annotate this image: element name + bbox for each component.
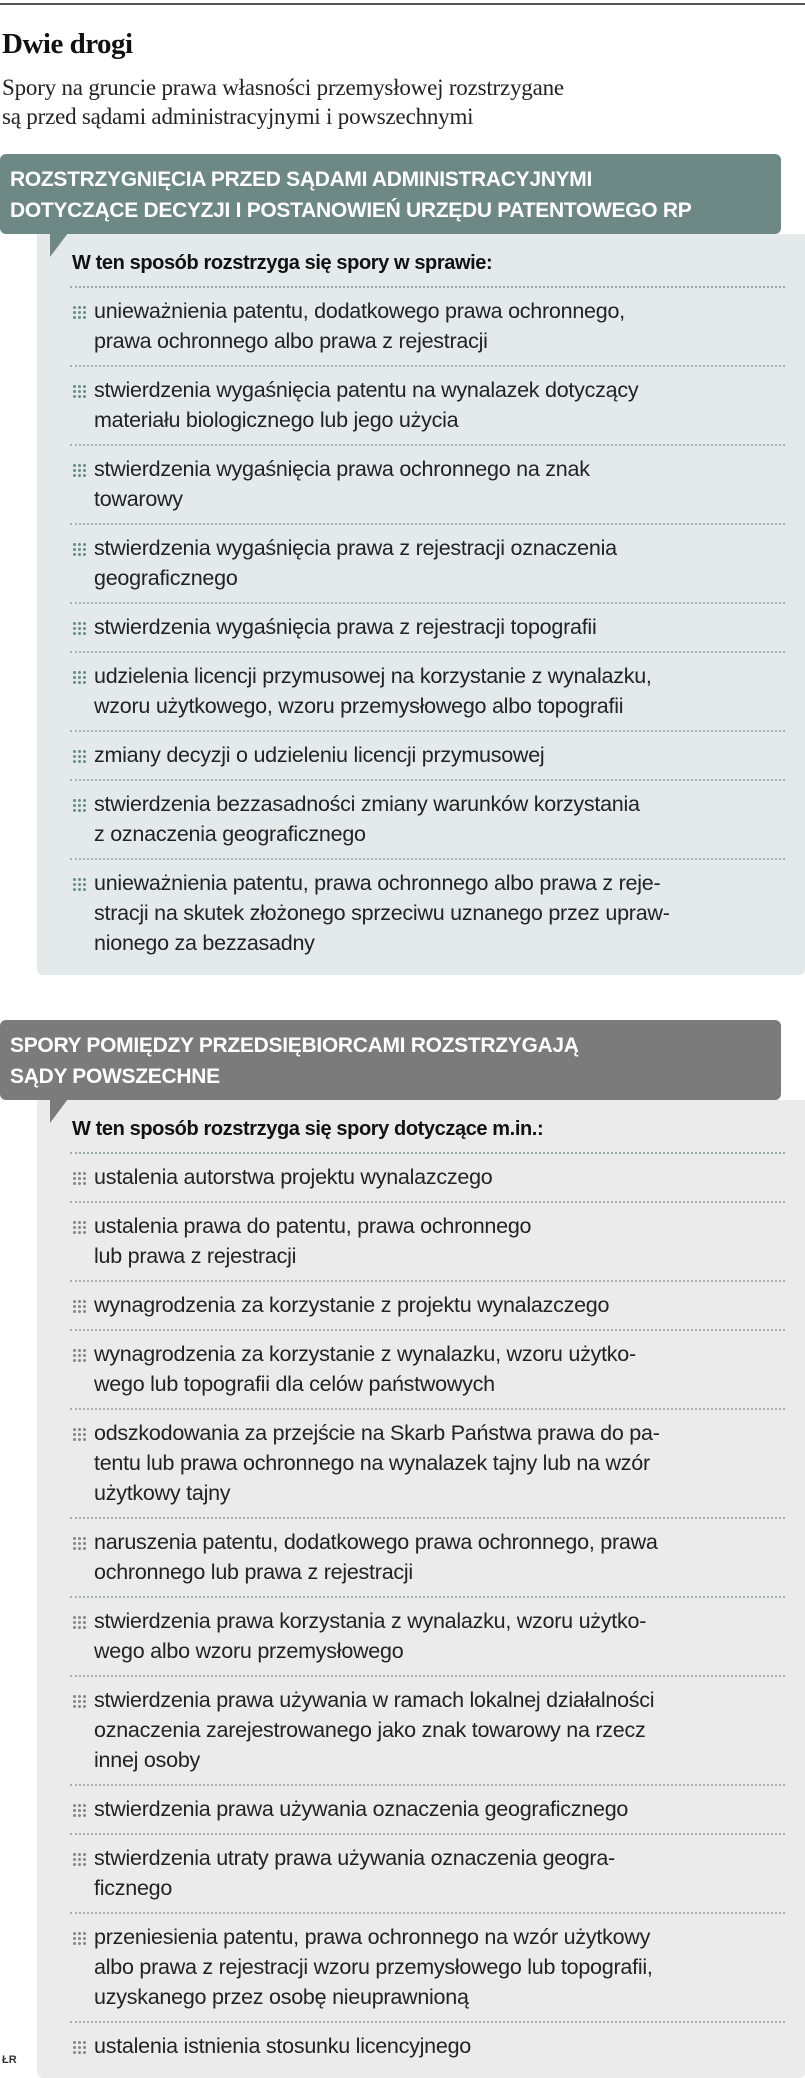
- list-item-line: stracji na skutek złożonego sprzeciwu uznanego przez upraw-: [94, 901, 670, 925]
- list-item-line: wzoru użytkowego, wzoru przemysłowego albo topografii: [94, 694, 624, 718]
- dot-grid-icon: [72, 1852, 86, 1867]
- section-header-line: SPORY POMIĘDZY PRZEDSIĘBIORCAMI ROZSTRZYGAJĄ: [10, 1034, 579, 1057]
- speech-pointer-icon: [50, 1099, 68, 1123]
- subtitle: [2, 73, 564, 131]
- dot-grid-icon: [72, 621, 86, 636]
- section-header-line: DOTYCZĄCE DECYZJI I POSTANOWIEŃ URZĘDU PATENTOWEGO RP: [10, 199, 692, 222]
- list-item-line: wego albo wzoru przemysłowego: [94, 1639, 404, 1663]
- section-header: [0, 154, 781, 234]
- list-item: [70, 1786, 785, 1835]
- list-item: [70, 1519, 785, 1598]
- section-panel: [37, 1100, 805, 2078]
- section-header-line: SĄDY POWSZECHNE: [10, 1065, 220, 1088]
- list-item-line: naruszenia patentu, dodatkowego prawa ochronnego, prawa: [94, 1530, 658, 1554]
- speech-pointer-icon: [50, 233, 68, 257]
- list-item: [70, 525, 785, 604]
- list-item-line: wego lub topografii dla celów państwowych: [94, 1372, 495, 1396]
- list-item-line: ochronnego lub prawa z rejestracji: [94, 1560, 413, 1584]
- list-item: [70, 1203, 785, 1282]
- dot-grid-icon: [72, 798, 86, 813]
- list-item-line: albo prawa z rejestracji wzoru przemysłowego lub topografii,: [94, 1955, 653, 1979]
- list-item: [70, 288, 785, 367]
- dot-grid-icon: [72, 1171, 86, 1186]
- list-item-line: stwierdzenia bezzasadności zmiany warunków korzystania: [94, 792, 640, 816]
- list-item-line: nionego za bezzasadny: [94, 931, 315, 955]
- list-item-line: stwierdzenia prawa używania oznaczenia geograficznego: [94, 1797, 629, 1821]
- list-item-line: geograficznego: [94, 566, 238, 590]
- section-intro: W ten sposób rozstrzyga się spory w sprawie:: [70, 248, 785, 288]
- subtitle-line: Spory na gruncie prawa własności przemysłowej rozstrzygane: [2, 75, 564, 100]
- section-panel: [37, 234, 805, 975]
- list-item: [70, 1154, 785, 1203]
- list-item-line: stwierdzenia wygaśnięcia prawa z rejestracji topografii: [94, 615, 597, 639]
- list-item: [70, 604, 785, 653]
- list-item: [70, 860, 785, 967]
- list-item: [70, 781, 785, 860]
- list-item-line: ficznego: [94, 1876, 173, 1900]
- list-item-line: unieważnienia patentu, dodatkowego prawa ochronnego,: [94, 299, 625, 323]
- list-item: [70, 1331, 785, 1410]
- list-item-line: wynagrodzenia za korzystanie z wynalazku, wzoru użytko-: [94, 1342, 636, 1366]
- list-item-line: przeniesienia patentu, prawa ochronnego na wzór użytkowy: [94, 1925, 651, 1949]
- dot-grid-icon: [72, 2040, 86, 2055]
- list-item-line: innej osoby: [94, 1748, 201, 1772]
- list-item-line: ustalenia autorstwa projektu wynalazczego: [94, 1165, 493, 1189]
- list-item: [70, 1598, 785, 1677]
- list-item: [70, 1410, 785, 1519]
- list-item: [70, 732, 785, 781]
- list-item-line: stwierdzenia wygaśnięcia prawa z rejestracji oznaczenia: [94, 536, 617, 560]
- dot-grid-icon: [72, 542, 86, 557]
- dot-grid-icon: [72, 463, 86, 478]
- list-item: [70, 1914, 785, 2023]
- dot-grid-icon: [72, 1615, 86, 1630]
- list-item-line: tentu lub prawa ochronnego na wynalazek tajny lub na wzór: [94, 1451, 650, 1475]
- list-item-line: uzyskanego przez osobę nieuprawnioną: [94, 1985, 469, 2009]
- list-item-line: stwierdzenia prawa używania w ramach lokalnej działalności: [94, 1688, 655, 1712]
- dot-grid-icon: [72, 305, 86, 320]
- list-item-line: materiału biologicznego lub jego użycia: [94, 408, 459, 432]
- list-item-line: ustalenia istnienia stosunku licencyjnego: [94, 2034, 471, 2058]
- list-item-line: towarowy: [94, 487, 183, 511]
- list-item-line: wynagrodzenia za korzystanie z projektu wynalazczego: [94, 1293, 610, 1317]
- list-item-line: udzielenia licencji przymusowej na korzystanie z wynalazku,: [94, 664, 652, 688]
- list-item-line: oznaczenia zarejestrowanego jako znak towarowy na rzecz: [94, 1718, 646, 1742]
- list-item: [70, 2023, 785, 2070]
- list-item-line: stwierdzenia prawa korzystania z wynalazku, wzoru użytko-: [94, 1609, 647, 1633]
- list-item: [70, 1282, 785, 1331]
- list-item: [70, 1677, 785, 1786]
- subtitle-line: są przed sądami administracyjnymi i powszechnymi: [2, 104, 474, 129]
- dot-grid-icon: [72, 384, 86, 399]
- list-item-line: stwierdzenia utraty prawa używania oznaczenia geogra-: [94, 1846, 615, 1870]
- dot-grid-icon: [72, 749, 86, 764]
- top-rule: [0, 3, 805, 5]
- dot-grid-icon: [72, 1220, 86, 1235]
- list-item-line: prawa ochronnego albo prawa z rejestracji: [94, 329, 488, 353]
- dot-grid-icon: [72, 877, 86, 892]
- list-item-line: lub prawa z rejestracji: [94, 1244, 297, 1268]
- dot-grid-icon: [72, 1299, 86, 1314]
- page-title: Dwie drogi: [2, 28, 133, 60]
- list-item-line: odszkodowania za przejście na Skarb Państwa prawa do pa-: [94, 1421, 660, 1445]
- section-administrative-courts: [0, 154, 805, 975]
- dot-grid-icon: [72, 1694, 86, 1709]
- list-item-line: stwierdzenia wygaśnięcia patentu na wynalazek dotyczący: [94, 378, 639, 402]
- section-common-courts: [0, 1020, 805, 2078]
- dot-grid-icon: [72, 1803, 86, 1818]
- dot-grid-icon: [72, 670, 86, 685]
- dot-grid-icon: [72, 1427, 86, 1442]
- list-item-line: stwierdzenia wygaśnięcia prawa ochronnego na znak: [94, 457, 590, 481]
- list-item: [70, 653, 785, 732]
- list-item: [70, 367, 785, 446]
- list-item-line: zmiany decyzji o udzieleniu licencji przymusowej: [94, 743, 545, 767]
- dot-grid-icon: [72, 1931, 86, 1946]
- list-item-line: unieważnienia patentu, prawa ochronnego albo prawa z reje-: [94, 871, 661, 895]
- list-item-line: z oznaczenia geograficznego: [94, 822, 366, 846]
- dot-grid-icon: [72, 1348, 86, 1363]
- list-item: [70, 1835, 785, 1914]
- list-item-line: użytkowy tajny: [94, 1481, 231, 1505]
- dot-grid-icon: [72, 1536, 86, 1551]
- list-item: [70, 446, 785, 525]
- list-item-line: ustalenia prawa do patentu, prawa ochronnego: [94, 1214, 532, 1238]
- section-intro: W ten sposób rozstrzyga się spory dotyczące m.in.:: [70, 1114, 785, 1154]
- section-header: [0, 1020, 781, 1100]
- section-header-line: ROZSTRZYGNIĘCIA PRZED SĄDAMI ADMINISTRACYJNYMI: [10, 168, 592, 191]
- author-credit: ŁR: [2, 2054, 17, 2066]
